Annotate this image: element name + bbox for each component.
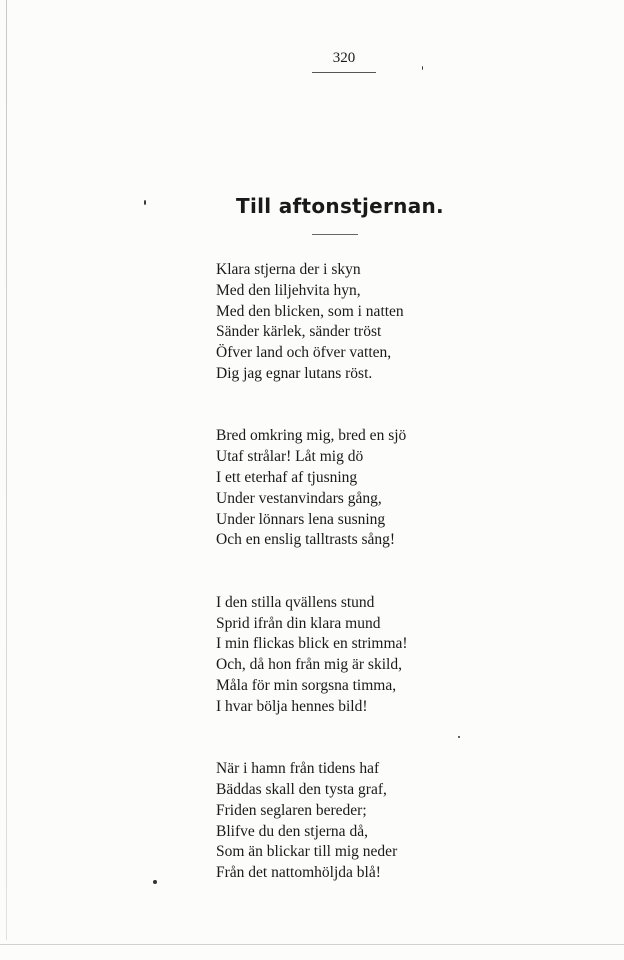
poem-line: Blifve du den stjerna då,: [216, 822, 368, 840]
poem-line: Från det nattomhöljda blå!: [216, 864, 381, 882]
page-number: 320: [332, 50, 356, 66]
poem-line: Och en enslig talltrasts sång!: [216, 531, 396, 549]
poem-line: Sprid ifrån din klara mund: [216, 614, 381, 632]
poem-line: Och, då hon från mig är skild,: [216, 656, 402, 674]
poem-line: Klara stjerna der i skyn: [216, 261, 361, 278]
poem-line: I ett eterhaf af tjusning: [216, 468, 358, 486]
paper-speck: [153, 880, 157, 884]
poem-line: Under lönnars lena susning: [216, 510, 386, 528]
page-number-rule: [312, 72, 376, 73]
title-divider: [312, 234, 358, 235]
poem-line: I hvar bölja hennes bild!: [216, 697, 368, 715]
poem-line: Bäddas skall den tysta graf,: [216, 780, 387, 798]
poem-line: Dig jag egnar lutans röst.: [216, 364, 373, 382]
poem-line: I min flickas blick en strimma!: [216, 635, 408, 653]
poem-line: Måla för min sorgsna timma,: [216, 676, 397, 694]
stanza-3: [216, 593, 476, 718]
stanza-1: [216, 260, 476, 385]
stanza-4: [216, 759, 476, 884]
stanza-2: [216, 426, 476, 551]
poem-line: Öfver land och öfver vatten,: [216, 344, 392, 362]
poem-line: Med den blicken, som i natten: [216, 302, 404, 320]
poem-line: När i hamn från tidens haf: [216, 760, 380, 778]
poem-line: Med den liljehvita hyn,: [216, 281, 361, 299]
poem-line: Friden seglaren bereder;: [216, 801, 367, 819]
page-edge-bottom: [0, 944, 624, 945]
poem-body: [216, 260, 476, 926]
paper-speck: [144, 200, 146, 205]
poem-line: I den stilla qvällens stund: [216, 593, 375, 611]
paper-speck: [458, 736, 460, 738]
poem-line: Sänder kärlek, sänder tröst: [216, 323, 382, 341]
poem-title: Till aftonstjernan.: [236, 194, 444, 218]
paper-speck: [422, 66, 423, 70]
poem-line: Som än blickar till mig neder: [216, 843, 398, 861]
page-edge-left: [6, 0, 7, 940]
poem-line: Bred omkring mig, bred en sjö: [216, 427, 407, 445]
poem-line: Utaf strålar! Låt mig dö: [216, 448, 364, 466]
poem-line: Under vestanvindars gång,: [216, 489, 382, 507]
